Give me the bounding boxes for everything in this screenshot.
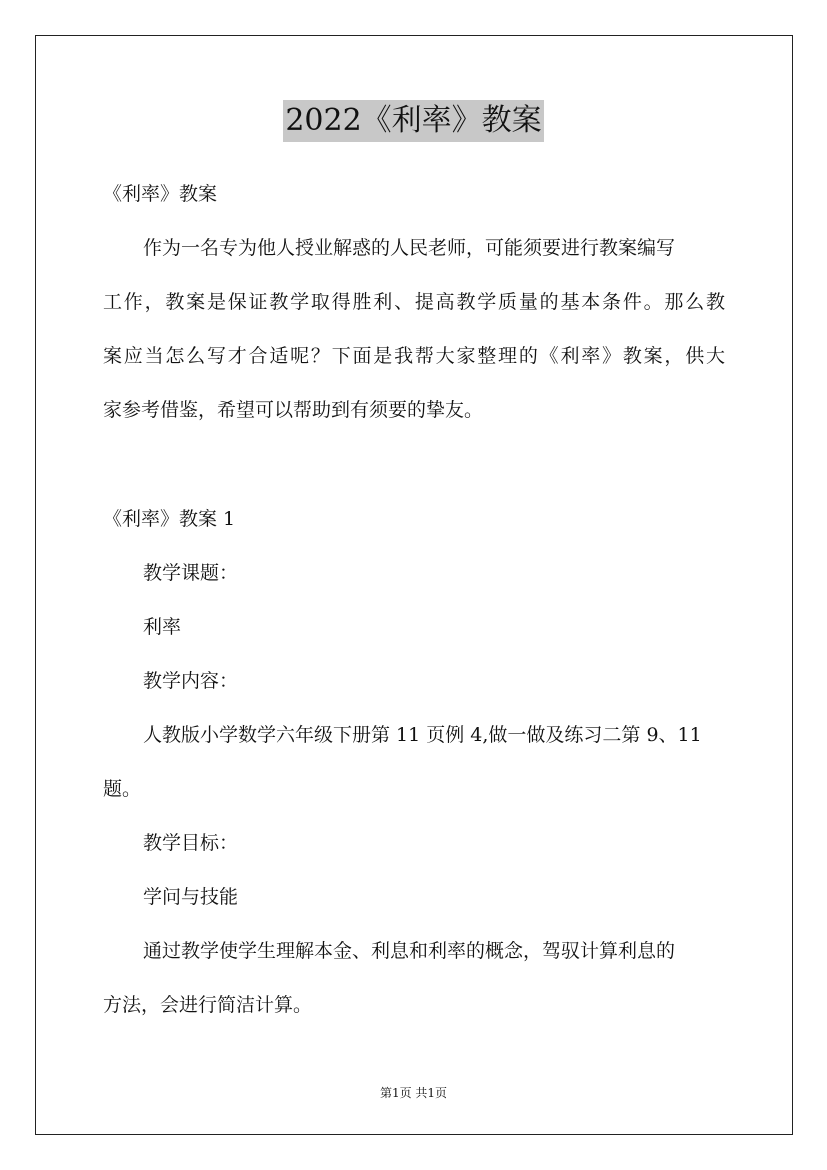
paragraph-line: 题。 xyxy=(103,778,142,800)
paragraph-line: 通过教学使学生理解本金、利息和利率的概念，驾驭计算利息的 xyxy=(143,940,676,962)
label-line: 教学目标： xyxy=(143,832,239,854)
section-heading: 《利率》教案 1 xyxy=(103,508,236,530)
paragraph-line: 方法，会进行简洁计算。 xyxy=(103,994,313,1016)
paragraph-line: 工作，教案是保证教学取得胜利、提高教学质量的基本条件。那么教 xyxy=(103,291,725,313)
paragraph-line: 案应当怎么写才合适呢？下面是我帮大家整理的《利率》教案，供大 xyxy=(103,345,725,367)
label-line: 学问与技能 xyxy=(143,886,239,908)
title-container xyxy=(0,100,827,142)
label-line: 教学课题： xyxy=(143,562,239,584)
paragraph-line: 作为一名专为他人授业解惑的人民老师，可能须要进行教案编写 xyxy=(143,237,676,259)
document-title: 2022《利率》教案 xyxy=(283,100,543,142)
page-footer: 第1页 共1页 xyxy=(379,1086,448,1100)
paragraph-line: 家参考借鉴，希望可以帮助到有须要的挚友。 xyxy=(103,399,484,421)
paragraph-line: 人教版小学数学六年级下册第 11 页例 4,做一做及练习二第 9、11 xyxy=(143,724,702,746)
label-line: 教学内容： xyxy=(143,670,239,692)
section-heading: 《利率》教案 xyxy=(103,183,218,205)
paragraph-line: 利率 xyxy=(143,616,182,638)
